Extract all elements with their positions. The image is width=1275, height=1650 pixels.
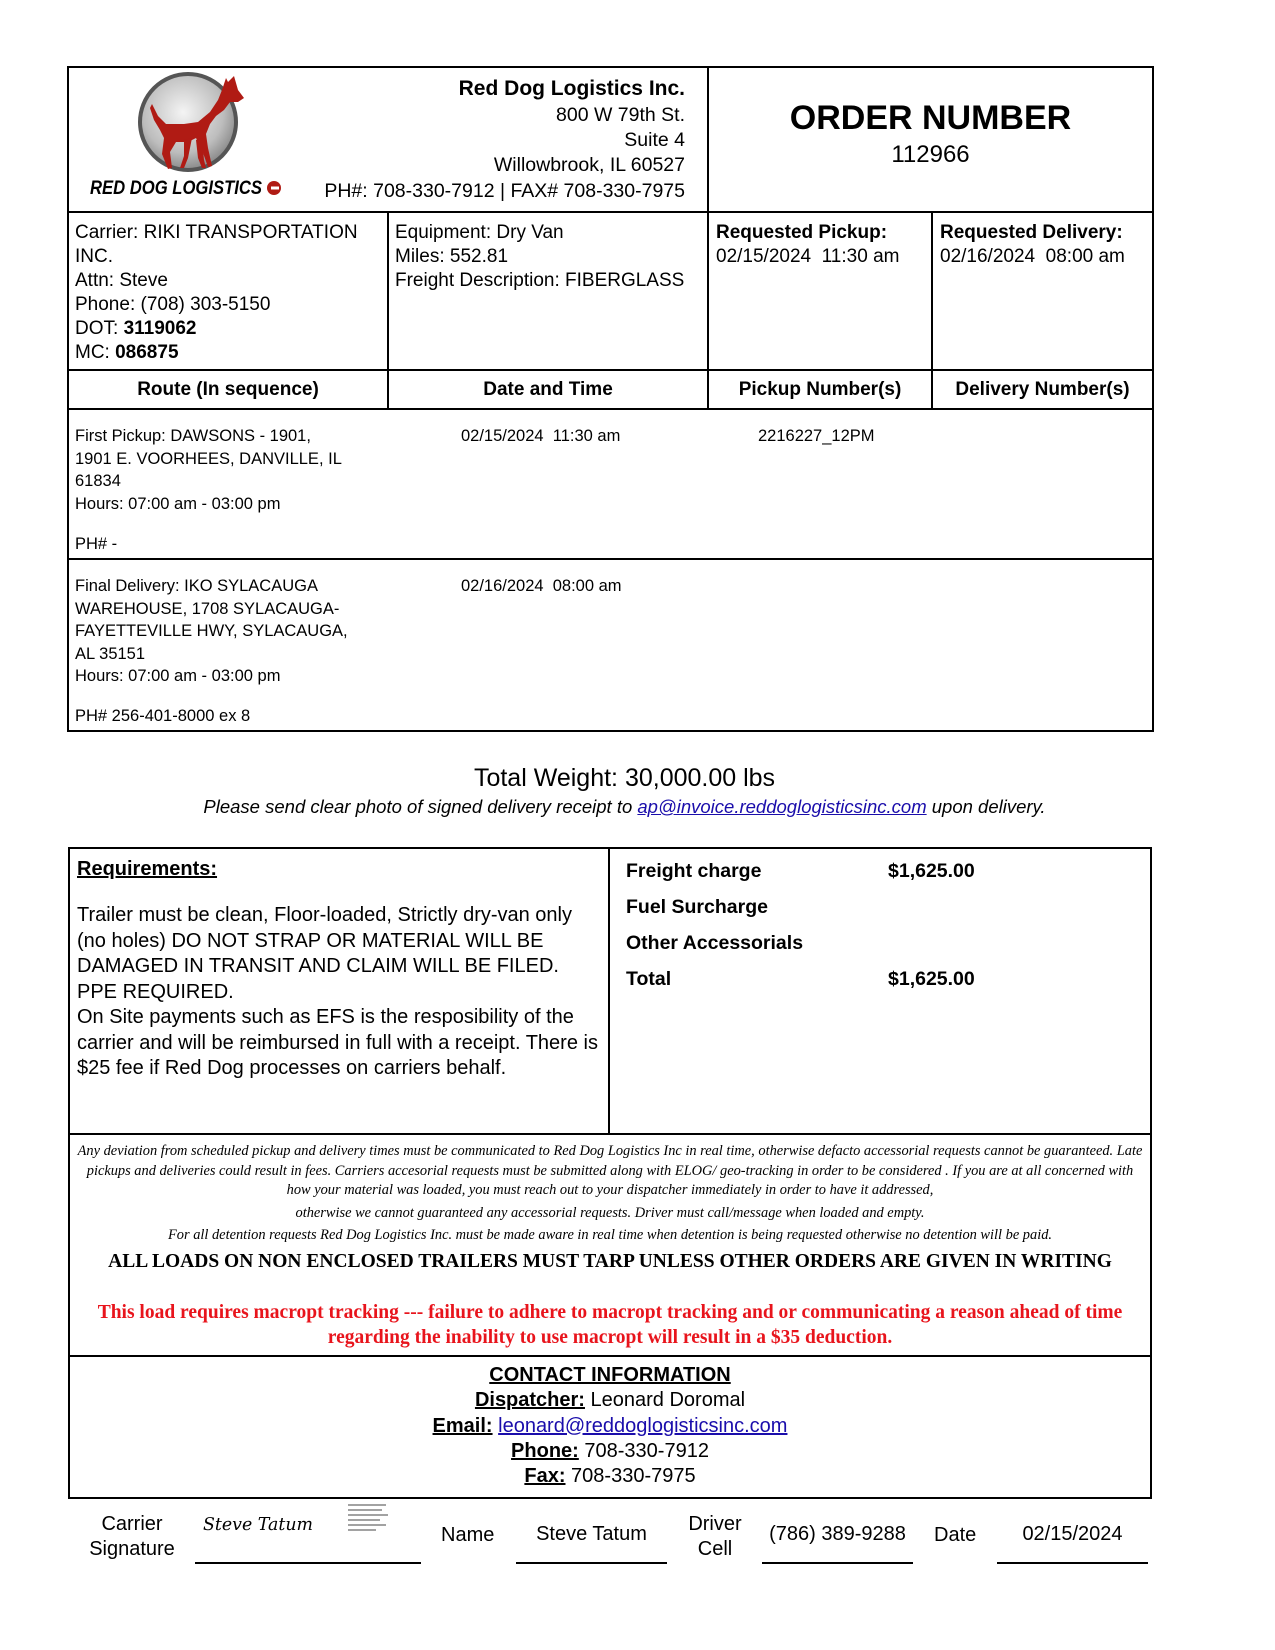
name-line [516,1562,667,1564]
charge-label: Other Accessorials [626,932,804,954]
stop-line: WAREHOUSE, 1708 SYLACAUGA- [75,599,340,618]
requested-pickup-label: Requested Pickup: [716,222,888,243]
company-city: Willowbrook, IL 60527 [493,154,685,176]
carrier-dot: DOT: 3119062 [75,318,197,339]
route-header-pickup-number: Pickup Number(s) [738,379,902,400]
divider [608,847,610,1134]
requested-pickup-value: 02/15/2024 11:30 am [716,246,900,267]
requirements-title: Requirements: [77,858,218,880]
stop-datetime: 02/16/2024 08:00 am [461,577,622,595]
stop-hours: Hours: 07:00 am - 03:00 pm [75,494,281,513]
divider [67,558,1154,560]
svg-text:RED DOG LOGISTICS: RED DOG LOGISTICS [90,178,263,199]
requirements-para2: On Site payments such as EFS is the resposibility of the carrier and will be reimbursed in full with a receipt. There is $25 fee if Red Dog processes on carriers behalf. [77,1006,598,1079]
divider [707,66,709,212]
freight-description: Freight Description: FIBERGLASS [395,270,685,291]
stop-final-delivery [75,575,385,727]
company-phone-fax: PH#: 708-330-7912 | FAX# 708-330-7975 [324,180,685,202]
requirements-text [77,903,602,1082]
company-address-line2: Suite 4 [624,129,685,151]
requirements-para1: Trailer must be clean, Floor-loaded, Strictly dry-van only (no holes) DO NOT STRAP OR MATERIAL WILL BE DAMAGED IN TRANSIT AND CLAIM WILL BE FILED. PPE REQUIRED. [77,904,572,1003]
contact-fax: Fax: 708-330-7975 [524,1465,696,1488]
divider [68,1133,1152,1135]
date-label: Date [934,1524,977,1546]
stop-line: FAYETTEVILLE HWY, SYLACAUGA, [75,622,348,640]
dog-logo-icon [88,72,298,202]
carrier-phone: Phone: (708) 303-5150 [75,294,271,315]
stop-datetime: 02/15/2024 11:30 am [461,427,621,445]
contact-phone: Phone: 708-330-7912 [511,1439,709,1462]
name-label: Name [441,1524,495,1546]
stop-line: First Pickup: DAWSONS - 1901, [75,427,311,445]
divider [67,369,1154,371]
company-logo [88,72,298,202]
route-header-delivery-number: Delivery Number(s) [955,379,1130,400]
stop-hours: Hours: 07:00 am - 03:00 pm [75,667,281,685]
digital-signature-stamp [346,1501,392,1535]
receipt-email-link[interactable]: ap@invoice.reddoglogisticsinc.com [637,796,927,817]
charge-row [626,858,1146,894]
divider [67,211,1154,213]
terms-detention: For all detention requests Red Dog Logistics Inc. must be made aware in real time when detention is being requested otherwise no detention will be paid. [168,1227,1052,1243]
stop-line: Final Delivery: IKO SYLACAUGA [75,577,318,595]
divider [68,1355,1152,1357]
requested-delivery-label: Requested Delivery: [940,222,1123,243]
charge-row-total [626,966,1146,1002]
carrier-name: Carrier: RIKI TRANSPORTATION INC. [75,222,358,267]
charge-value: $1,625.00 [888,968,975,990]
tarp-notice: ALL LOADS ON NON ENCLOSED TRAILERS MUST TARP UNLESS OTHER ORDERS ARE GIVEN IN WRITING [108,1251,1112,1272]
equipment-type: Equipment: Dry Van [395,222,564,243]
contact-dispatcher: Dispatcher: Leonard Doromal [474,1389,746,1412]
total-weight: Total Weight: 30,000.00 lbs [473,764,776,792]
contact-title: CONTACT INFORMATION [489,1364,731,1386]
cell-line [762,1562,913,1564]
charge-row [626,930,1146,966]
charge-label: Total [626,968,672,990]
carrier-mc: MC: 086875 [75,342,179,363]
company-address-line1: 800 W 79th St. [556,104,685,126]
route-header-route: Route (In sequence) [137,379,319,400]
requested-pickup [716,221,928,269]
terms-deviation: Any deviation from scheduled pickup and delivery times must be communicated to Red Dog Logistics Inc in real time, otherwise defacto accessorial requests cannot be guaranteed. Late pickups and deliveries could result in fees. Carriers accesorial requests must be submitted along with ELOG/ geo-tracking in order to be considered . If you are at all concerned with how your material was loaded, you must reach out to your dispatcher immediately in order to have it addressed, [77,1143,1143,1198]
stop-phone: PH# - [75,535,118,553]
stop-line: 1901 E. VOORHEES, DANVILLE, IL [75,449,342,468]
stop-line: AL 35151 [75,644,146,663]
requested-delivery-value: 02/16/2024 08:00 am [940,246,1125,267]
driver-cell-label: Driver Cell [688,1513,742,1560]
contact-email-link[interactable]: leonard@reddoglogisticsinc.com [498,1414,788,1437]
signature-date: 02/15/2024 [1022,1523,1123,1545]
order-number-value: 112966 [891,141,970,168]
signature-image [200,1508,320,1536]
stop-line: 61834 [75,472,121,490]
charge-label: Freight charge [626,860,762,882]
date-line [997,1562,1148,1564]
terms-deviation-cont: otherwise we cannot guaranteed any accessorial requests. Driver must call/message when loaded and empty. [295,1204,925,1221]
svg-text:Steve Tatum: Steve Tatum [203,1514,313,1535]
receipt-note: Please send clear photo of signed delivery receipt to ap@invoice.reddoglogisticsinc.com upon delivery. [203,796,1046,817]
stop-pickup-number: 2216227_12PM [758,427,875,445]
signature-graphic [200,1508,320,1536]
driver-cell-value: (786) 389-9288 [769,1523,906,1545]
terms-text [76,1142,1144,1246]
route-header-datetime: Date and Time [483,379,613,400]
contact-info [68,1363,1152,1489]
carrier-info [75,221,380,365]
charge-label: Fuel Surcharge [626,896,768,918]
stop-phone: PH# 256-401-8000 ex 8 [75,706,251,725]
divider [67,408,1154,410]
equipment-miles: Miles: 552.81 [395,246,509,267]
macropt-notice: This load requires macropt tracking --- failure to adhere to macropt tracking and or communicating a reason ahead of time regarding the inability to use macropt will result in a $35 deduction. [97,1302,1123,1348]
charge-value: $1,625.00 [888,860,975,882]
signer-name: Steve Tatum [536,1523,647,1545]
order-number-label: ORDER NUMBER [789,99,1072,137]
stop-first-pickup [75,425,385,556]
company-name: Red Dog Logistics Inc. [458,77,685,100]
signature-line [195,1562,421,1564]
carrier-attn: Attn: Steve [75,270,168,291]
requested-delivery [940,221,1152,269]
equipment-info [395,221,705,293]
carrier-signature-label: Carrier Signature [89,1513,175,1560]
contact-email: Email: leonard@reddoglogisticsinc.com [432,1414,788,1437]
stamp-icon [346,1501,392,1535]
charges-table [626,858,1146,1002]
charge-row [626,894,1146,930]
